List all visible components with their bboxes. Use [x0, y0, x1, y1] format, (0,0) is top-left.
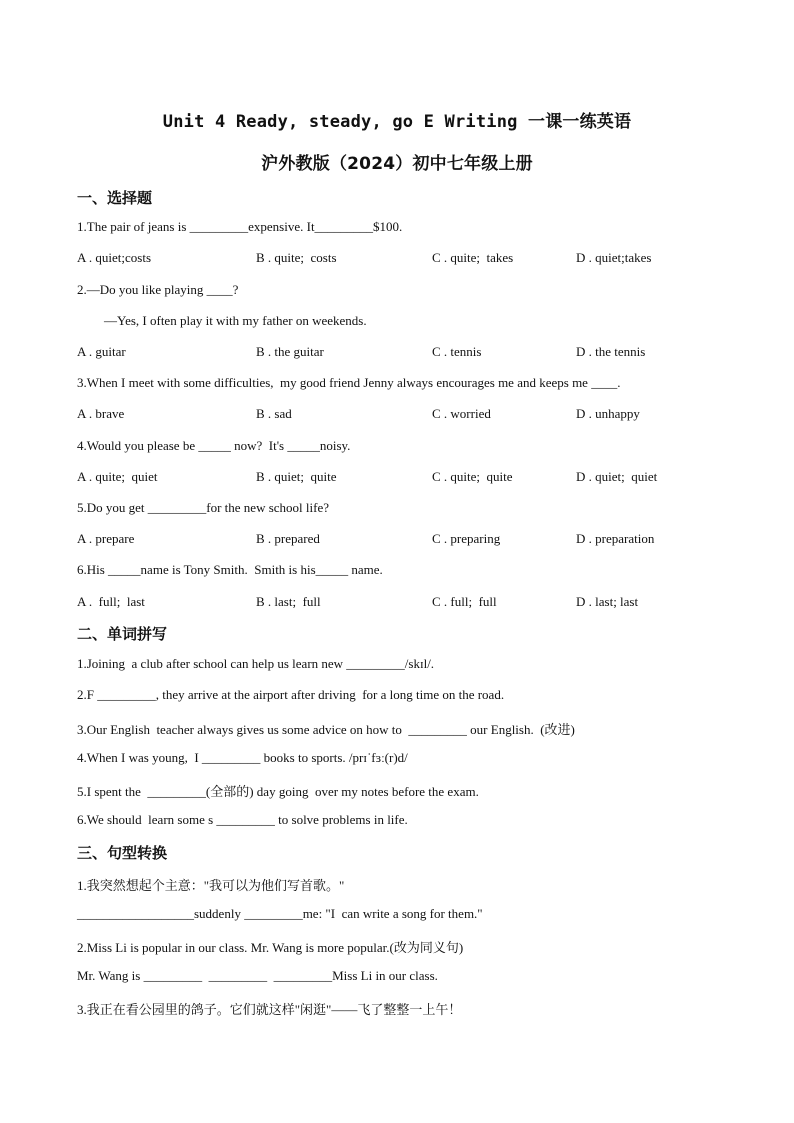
q4-option-a: A . quite; quiet	[77, 469, 158, 484]
title-line-1: Unit 4 Ready, steady, go E Writing 一课一练英语	[162, 112, 632, 132]
spelling-item-5: 5.I spent the _________(全部的) day going over my notes before the exam.	[77, 784, 479, 799]
transform-item-2-blank-line: Mr. Wang is _________ _________ _________Miss Li in our class.	[77, 968, 438, 983]
q3-option-d: D . unhappy	[576, 406, 640, 421]
q5-option-d: D . preparation	[576, 531, 655, 546]
spelling-item-3: 3.Our English teacher always gives us some advice on how to _________ our English. (改进)	[77, 722, 575, 737]
spelling-item-2: 2.F _________, they arrive at the airport after driving for a long time on the road.	[77, 687, 505, 702]
q1-option-d: D . quiet;takes	[576, 250, 652, 265]
q2-option-d: D . the tennis	[576, 344, 646, 359]
q5-option-b: B . prepared	[256, 531, 320, 546]
spelling-item-6: 6.We should learn some s _________ to solve problems in life.	[77, 812, 408, 827]
question-3: 3.When I meet with some difficulties, my good friend Jenny always encourages me and keeps me ____.	[77, 375, 621, 390]
q4-option-c: C . quite; quite	[432, 469, 513, 484]
q3-option-b: B . sad	[256, 406, 292, 421]
transform-item-1-blank-line: __________________suddenly _________me: "I can write a song for them."	[77, 906, 483, 921]
q5-option-a: A . prepare	[77, 531, 135, 546]
q1-option-a: A . quiet;costs	[77, 250, 152, 265]
q4-option-b: B . quiet; quite	[256, 469, 337, 484]
q2-option-b: B . the guitar	[256, 344, 324, 359]
q6-option-d: D . last; last	[576, 594, 639, 609]
section-heading-spelling: 二、单词拼写	[77, 625, 168, 643]
q6-option-b: B . last; full	[256, 594, 321, 609]
spelling-item-1: 1.Joining a club after school can help us learn new _________/skɪl/.	[77, 656, 435, 671]
q4-option-d: D . quiet; quiet	[576, 469, 658, 484]
question-2-answer-line: —Yes, I often play it with my father on weekends.	[104, 313, 367, 328]
section-heading-transform: 三、句型转换	[77, 844, 168, 862]
question-2: 2.—Do you like playing ____?	[77, 282, 239, 297]
spelling-item-4: 4.When I was young, I _________ books to sports. /prɪˈfɜː(r)d/	[77, 750, 408, 765]
q1-option-c: C . quite; takes	[432, 250, 514, 265]
q6-option-a: A . full; last	[77, 594, 145, 609]
transform-item-3: 3.我正在看公园里的鸽子。它们就这样"闲逛"——飞了整整一上午！	[77, 1002, 462, 1017]
section-heading-choice: 一、选择题	[77, 189, 153, 207]
question-4: 4.Would you please be _____ now? It's _____noisy.	[77, 438, 351, 453]
q3-option-c: C . worried	[432, 406, 491, 421]
transform-item-1: 1.我突然想起个主意："我可以为他们写首歌。"	[77, 878, 345, 893]
transform-item-2: 2.Miss Li is popular in our class. Mr. Wang is more popular.(改为同义句)	[77, 940, 464, 955]
q2-option-c: C . tennis	[432, 344, 482, 359]
q6-option-c: C . full; full	[432, 594, 497, 609]
q5-option-c: C . preparing	[432, 531, 501, 546]
q3-option-a: A . brave	[77, 406, 125, 421]
question-6: 6.His _____name is Tony Smith. Smith is his_____ name.	[77, 562, 383, 577]
question-1: 1.The pair of jeans is _________expensive. It_________$100.	[77, 219, 403, 234]
q2-option-a: A . guitar	[77, 344, 126, 359]
question-5: 5.Do you get _________for the new school life?	[77, 500, 330, 515]
q1-option-b: B . quite; costs	[256, 250, 337, 265]
title-line-2: 沪外教版（2024）初中七年级上册	[261, 154, 533, 174]
